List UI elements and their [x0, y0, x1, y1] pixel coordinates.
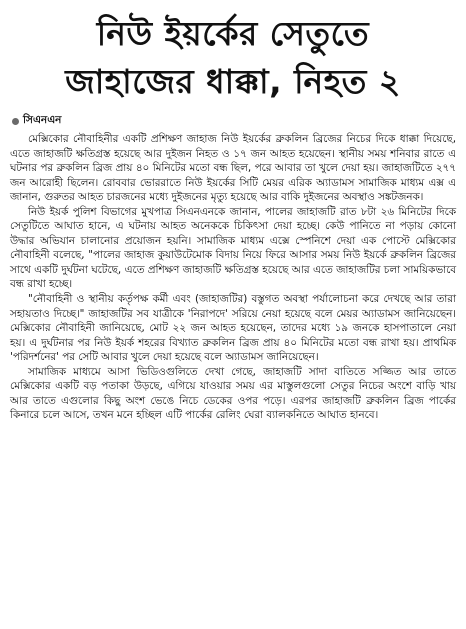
article-body	[10, 132, 456, 423]
bullet-icon	[12, 118, 19, 125]
paragraph-1: মেক্সিকোর নৌবাহিনীর একটি প্রশিক্ষণ জাহাজ নিউ ইয়র্কের ব্রুকলিন ব্রিজের নিচের দিকে ধাক্কা দিয়েছে, এতে জাহাজটি ক্ষতিগ্রস্ত হয়েছে আর দুইজন নিহত ও ১৭ জন আহত হয়েছেন। স্থানীয় সময় শনিবার রাতে এ ঘটনার পর ব্রুকলিন ব্রিজ প্রায় ৪০ মিনিটের মতো বন্ধ ছিল, পরে আবার তা খুলে দেয়া হয়। জাহাজটিতে ২৭৭ জন আরোহী ছিলেন। রোববার ভোররাতে নিউ ইয়র্কের সিটি মেয়র এরিক অ্যাডামস সামাজিক মাধ্যম এক্স এ জানান, গুরুতর আহত চারজনের মধ্যে দুইজনের মৃত্যু হয়েছে আর বাকি দুইজনের অবস্থাও সঙ্কটজনক।	[10, 133, 456, 204]
paragraph-2: নিউ ইয়র্ক পুলিশ বিভাগের মুখপাত্র সিএনএনকে জানান, পালের জাহাজটি রাত ৮টা ২৬ মিনিটের দিকে সেতুটিতে আঘাত হানে, এ ঘটনায় আহত অনেককে চিকিৎসা দেয়া হচ্ছে। কেউ পানিতে না পড়ায় কোনো উদ্ধার অভিযান চালানোর প্রয়োজন হয়নি। সামাজিক মাধ্যম এক্সে স্পেনিশে দেয়া এক পোস্টে মেক্সিকোর নৌবাহিনী বলেছে, "পালের জাহাজ কুয়াউটেমোক বিদায় নিয়ে ফিরে আসার সময় নিউ ইয়র্কে ব্রুকলিন ব্রিজের সাথে একটি দুর্ঘটনা ঘটেছে, এতে প্রশিক্ষণ জাহাজটি ক্ষতিগ্রস্ত হয়েছে আর এতে জাহাজটির চলা সাময়িকভাবে বন্ধ রাখা হচ্ছে।	[10, 205, 456, 291]
paragraph-3: "নৌবাহিনী ও স্থানীয় কর্তৃপক্ষ কর্মী এবং (জাহাজটির) বস্তুগত অবস্থা পর্যালোচনা করে দেখছে আর তারা সহায়তাও দিচ্ছে।" জাহাজটির সব যাত্রীকে 'নিরাপদে' সরিয়ে নেয়া হয়েছে বলে মেয়র অ্যাডামস জানিয়েছেন। মেক্সিকোর নৌবাহিনী জানিয়েছে, মোট ২২ জন আহত হয়েছেন, তাদের মধ্যে ১৯ জনকে হাসপাতালে নেয়া হয়। এ দুর্ঘটনার পর নিউ ইয়র্ক শহরের বিখ্যাত ব্রুকলিন ব্রিজ প্রায় ৪০ মিনিটের মতো বন্ধ রাখা হয়। প্রাথমিক 'পরিদর্শনের' পর সেটি আবার খুলে দেয়া হয়েছে বলে অ্যাডামস জানিয়েছেন।	[10, 293, 456, 364]
byline-source: সিএনএন	[23, 113, 62, 126]
byline	[12, 114, 456, 128]
paragraph-4: সামাজিক মাধ্যমে আসা ভিডিওগুলিতে দেখা গেছে, জাহাজটি সাদা বাতিতে সজ্জিত আর তাতে মেক্সিকোর একটি বড় পতাকা উড়ছে, এগিয়ে যাওয়ার সময় এর মাস্তুলগুলো সেতুর নিচের অংশে বাড়ি খায় আর তাতে এগুলোর কিছু অংশ ভেঙে নিচে ডেকের ওপর পড়ে। এরপর জাহাজটি ব্রুকলিন ব্রিজ পার্কের কিনারে চলে আসে, তখন মনে হচ্ছিল এটি পার্কের রেলিং ঘেরা ব্যালকনিতে আঘাত হানবে।	[10, 365, 456, 422]
headline-line-1: নিউ ইয়র্কের সেতুতে	[96, 14, 370, 53]
headline	[10, 10, 456, 106]
headline-line-2: জাহাজের ধাক্কা, নিহত ২	[65, 62, 401, 101]
